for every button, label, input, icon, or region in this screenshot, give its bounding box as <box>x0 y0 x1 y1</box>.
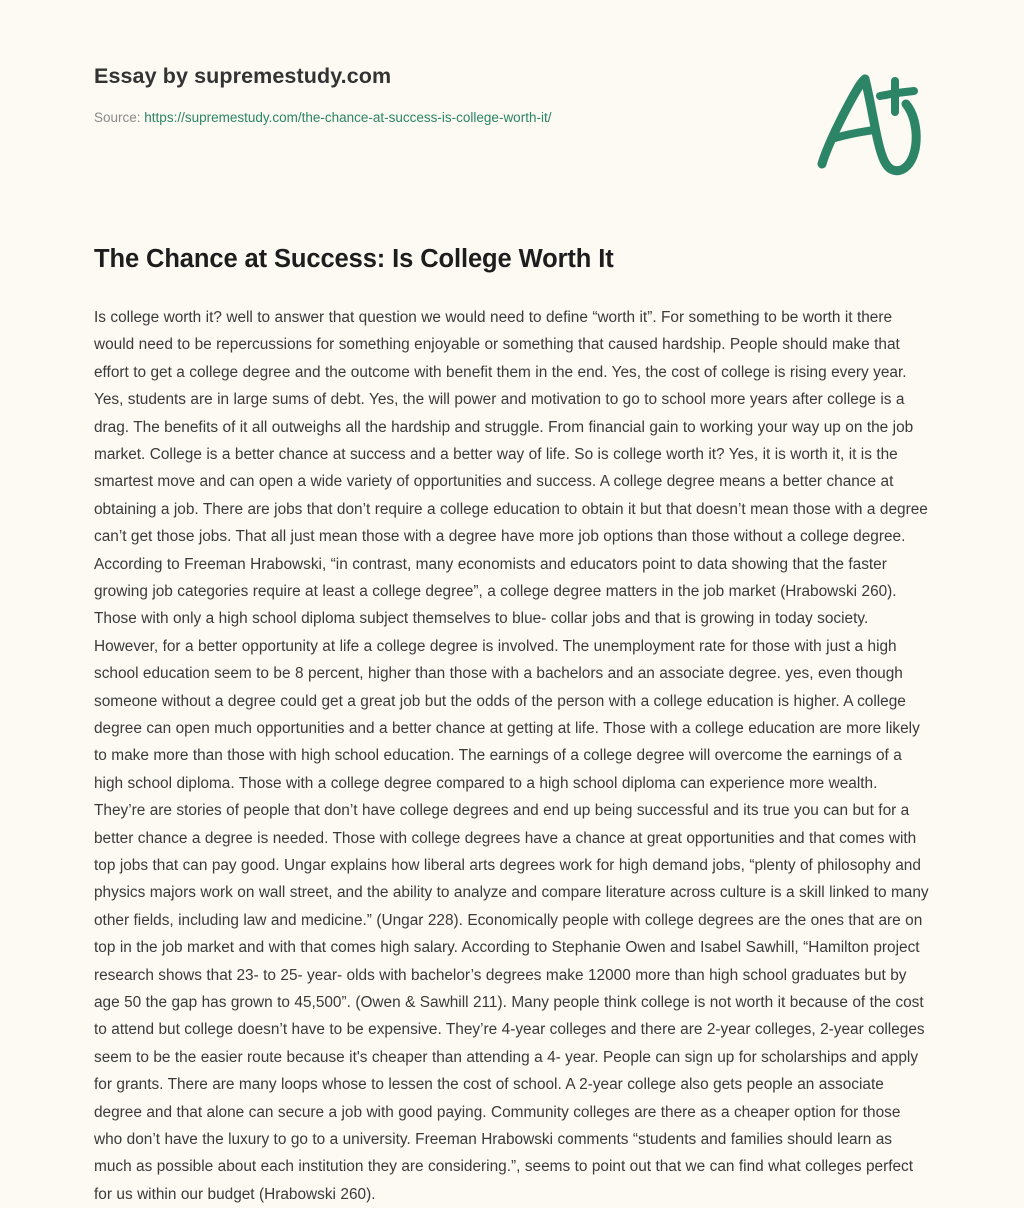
article-container <box>94 244 930 1208</box>
source-url-link[interactable]: https://supremestudy.com/the-chance-at-success-is-college-worth-it/ <box>144 109 552 125</box>
source-label: Source: <box>94 109 141 125</box>
header-text-block <box>94 64 794 126</box>
document-header <box>0 0 1024 200</box>
source-line <box>94 90 794 127</box>
essay-byline: Essay by supremestudy.com <box>94 64 392 88</box>
a-plus-logo-icon <box>812 66 942 184</box>
supremestudy-logo[interactable] <box>812 66 942 184</box>
article-body-text: Is college worth it? well to answer that question we would need to define “worth it”. For something to be worth it there would need to be repercussions for something enjoyable or something that caused hardship. People should make that effort to get a college degree and the outcome with benefit them in the end. Yes, the cost of college is rising every year. Yes, students are in large sums of debt. Yes, the will power and motivation to go to school more years after college is a drag. The benefits of it all outweighs all the hardship and struggle. From financial gain to working your way up on the job market. College is a better chance at success and a better way of life. So is college worth it? Yes, it is worth it, it is the smartest move and can open a wide variety of opportunities and success. A college degree means a better chance at obtaining a job. There are jobs that don’t require a college education to obtain it but that doesn’t mean those with a degree can’t get those jobs. That all just mean those with a degree have more job options than those without a college degree. According to Freeman Hrabowski, “in contrast, many economists and educators point to data showing that the faster growing job categories require at least a college degree”, a college degree matters in the job market (Hrabowski 260). Those with only a high school diploma subject themselves to blue- collar jobs and that is growing in today society. However, for a better opportunity at life a college degree is involved. The unemployment rate for those with just a high school education seem to be 8 percent, higher than those with a bachelors and an associate degree. yes, even though someone without a degree could get a great job but the odds of the person with a college education is higher. A college degree can open much opportunities and a better chance at getting at life. Those with a college education are more likely to make more than those with high school education. The earnings of a college degree will overcome the earnings of a high school diploma. Those with a college degree compared to a high school diploma can experience more wealth. They’re are stories of people that don’t have college degrees and end up being successful and its true you can but for a better chance a degree is needed. Those with college degrees have a chance at great opportunities and that comes with top jobs that can pay good. Ungar explains how liberal arts degrees work for high demand jobs, “plenty of philosophy and physics majors work on wall street, and the ability to analyze and compare literature across culture is a skill linked to many other fields, including law and medicine.” (Ungar 228). Economically people with college degrees are the ones that are on top in the job market and with that comes high salary. According to Stephanie Owen and Isabel Sawhill, “Hamilton project research shows that 23- to 25- year- olds with bachelor’s degrees make 12000 more than high school graduates but by age 50 the gap has grown to 45,500”. (Owen & Sawhill 211). Many people think college is not worth it because of the cost to attend but college doesn’t have to be expensive. They’re 4-year colleges and there are 2-year colleges, 2-year colleges seem to be the easier route because it's cheaper than attending a 4- year. People can sign up for scholarships and apply for grants. There are many loops whose to lessen the cost of school. A 2-year college also gets people an associate degree and that alone can secure a job with good paying. Community colleges are there as a cheaper option for those who don’t have the luxury to go to a university. Freeman Hrabowski comments “students and families should learn as much as possible about each institution they are considering.”, seems to point out that we can find what colleges perfect for us within our budget (Hrabowski 260). <box>94 308 929 1203</box>
page-title: The Chance at Success: Is College Worth It <box>94 245 614 273</box>
